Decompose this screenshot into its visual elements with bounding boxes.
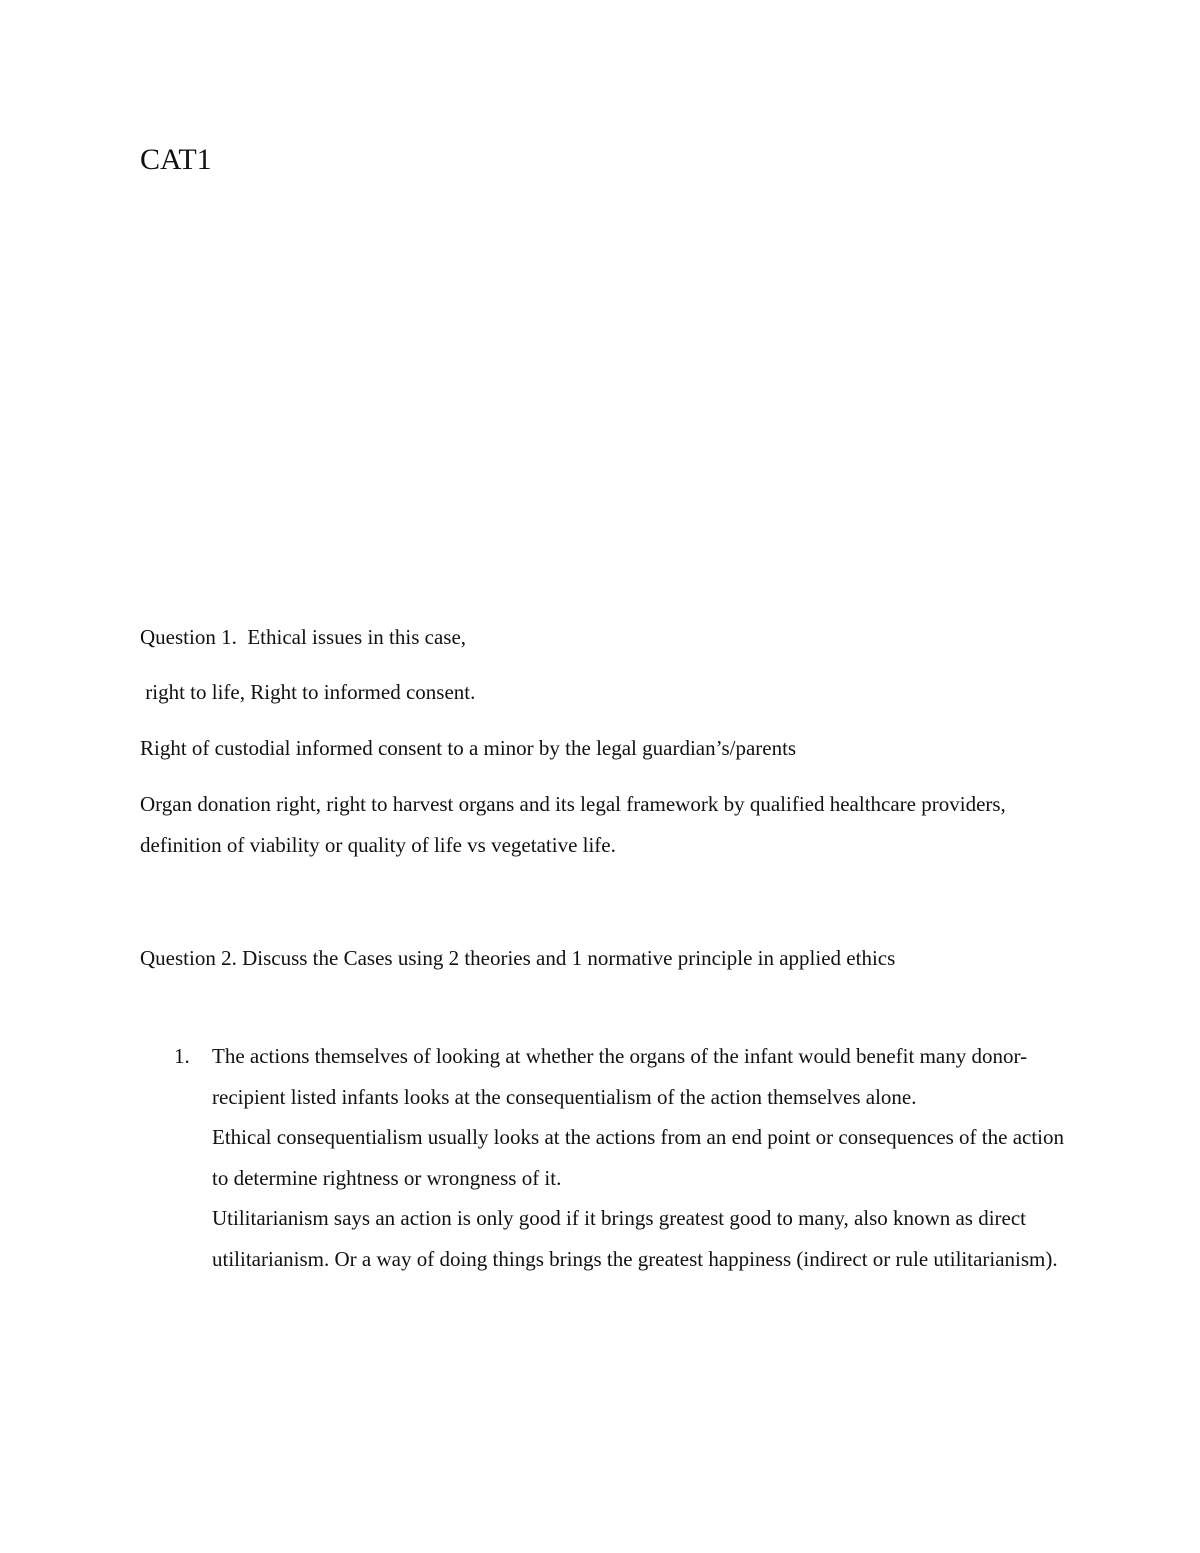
list-item-consequentialism-intro: The actions themselves of looking at whether the organs of the infant would benefit many donor-recipient listed infants looks at the consequentialism of the action themselves alone. — [212, 1044, 1028, 1109]
question-1-line-rights: right to life, Right to informed consent. — [140, 680, 476, 704]
question-1-line-organ-donation: Organ donation right, right to harvest organs and its legal framework by qualified healthcare providers, definition of viability or quality of life vs vegetative life. — [140, 792, 1012, 857]
document-title: CAT1 — [140, 143, 212, 176]
list-item-number: 1. — [174, 1044, 190, 1068]
list-item-consequentialism-definition: Ethical consequentialism usually looks at the actions from an end point or consequences of the action to determine rightness or wrongness of it. — [212, 1125, 1065, 1190]
theories-list — [140, 1036, 1070, 1280]
question-1-line-custodial-consent: Right of custodial informed consent to a minor by the legal guardian’s/parents — [140, 736, 797, 760]
list-item — [140, 1036, 1070, 1280]
question-2-heading: Question 2. Discuss the Cases using 2 theories and 1 normative principle in applied ethics — [140, 946, 896, 970]
list-item-utilitarianism: Utilitarianism says an action is only good if it brings greatest good to many, also known as direct utilitarianism. Or a way of doing things brings the greatest happiness (indirect or rule utilitarianism). — [212, 1206, 1058, 1271]
question-1-heading: Question 1. Ethical issues in this case, — [140, 625, 467, 649]
